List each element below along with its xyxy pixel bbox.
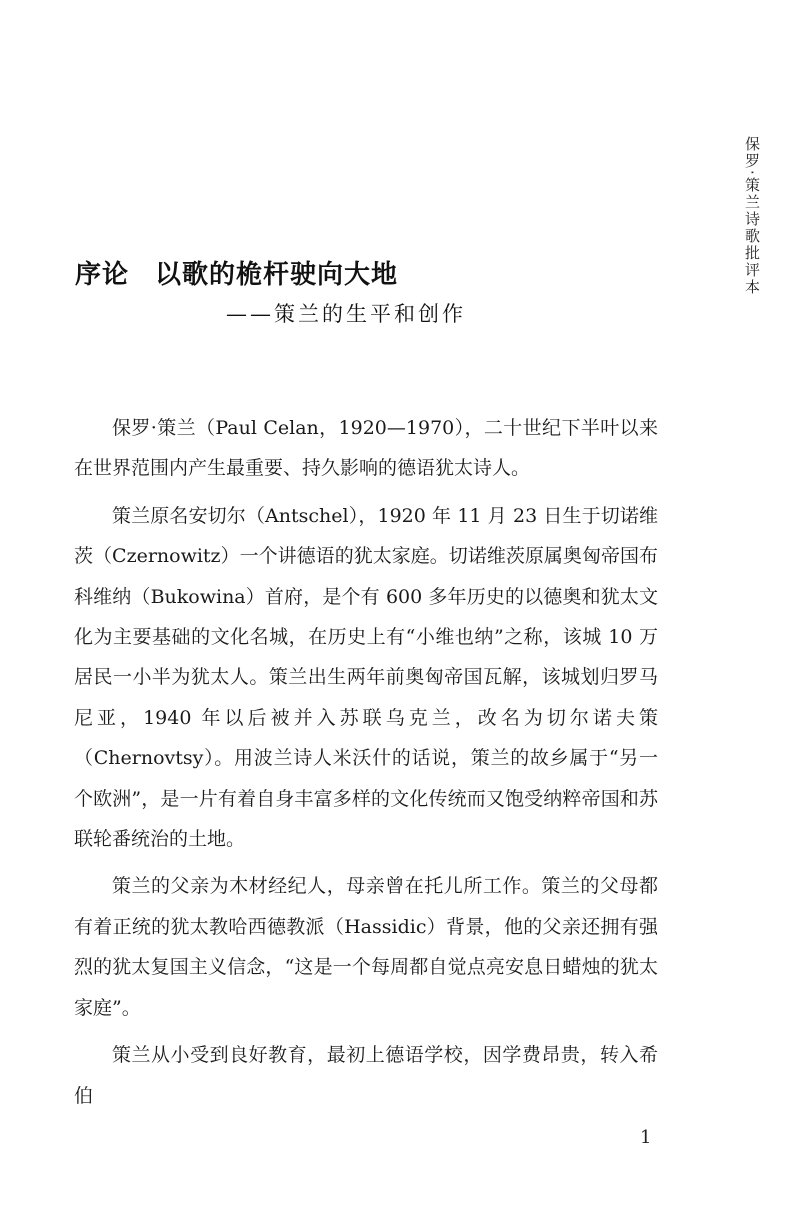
chapter-title-prefix: 序论: [75, 260, 130, 290]
paragraph: 策兰从小受到良好教育，最初上德语学校，因学费昂贵，转入希伯: [74, 1044, 658, 1107]
chapter-subtitle: ——策兰的生平和创作: [226, 302, 466, 326]
paragraph: 策兰的父亲为木材经纪人，母亲曾在托儿所工作。策兰的父母都有着正统的犹太教哈西德教派（Hassidic）背景，他的父亲还拥有强烈的犹太复国主义信念，“这是一个每周都自觉点亮安息日蜡烛的犹太家庭”。: [74, 875, 658, 1019]
body-text: [74, 408, 658, 1123]
paragraph: 策兰原名安切尔（Antschel），1920 年 11 月 23 日生于切诺维茨（Czernowitz）一个讲德语的犹太家庭。切诺维茨原属奥匈帝国布科维纳（Bukowina）首府，是个有 600 多年历史的以德奥和犹太文化为主要基础的文化名城，在历史上有“小维也纳”之称，该城 10 万居民一小半为犹太人。策兰出生两年前奥匈帝国瓦解，该城划归罗马尼亚，1940 年以后被并入苏联乌克兰，改名为切尔诺夫策（Chernovtsy）。用波兰诗人米沃什的话说，策兰的故乡属于“另一个欧洲”，是一片有着自身丰富多样的文化传统而又饱受纳粹帝国和苏联轮番统治的土地。: [74, 504, 658, 851]
page-number: 1: [640, 1127, 652, 1148]
chapter-title-main: 以歌的桅杆驶向大地: [155, 260, 399, 290]
running-head: 保罗·策兰诗歌批评本: [743, 136, 761, 296]
chapter-title: [75, 254, 398, 291]
paragraph: 保罗·策兰（Paul Celan，1920—1970），二十世纪下半叶以来在世界范围内产生最重要、持久影响的德语犹太诗人。: [74, 417, 658, 480]
